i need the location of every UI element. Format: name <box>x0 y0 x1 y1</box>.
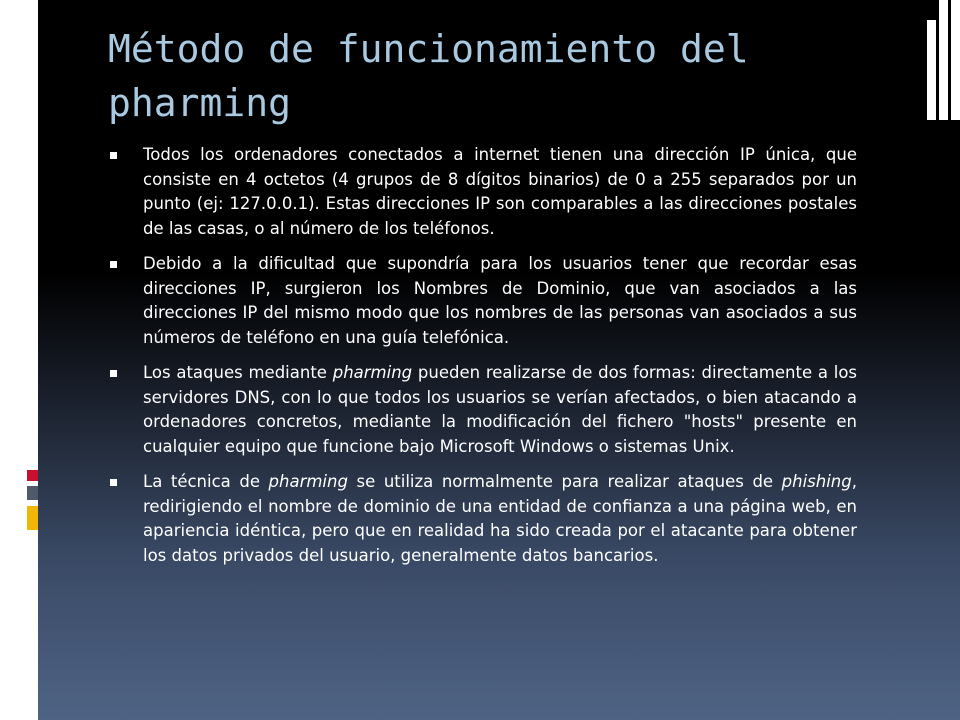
bullet-item <box>110 143 857 241</box>
bullet-text-italic: pharming <box>268 472 348 491</box>
bullet-item <box>110 470 857 568</box>
bullet-text-italic: pharming <box>332 363 413 382</box>
bullet-text-italic: phishing <box>781 472 852 491</box>
bullet-text: se utiliza normalmente para realizar ataques de <box>347 472 782 491</box>
bullet-text: Debido a la dificultad que supondría para los usuarios tener que recordar esas direcciones IP, surgieron los Nombres de Dominio, que van asociados a las direcciones IP del mismo modo que los nombres de las personas van asociados a sus números de teléfono en una guía telefónica. <box>143 254 857 347</box>
bullet-text: pueden realizarse de dos formas: directamente a los servidores DNS, con lo que todos los usuarios se verían afectados, o bien atacando a ordenadores concretos, mediante la modificación del fichero "hosts" presente en cualquier equipo que funcione bajo Microsoft Windows o sistemas Unix. <box>143 363 858 456</box>
bullet-text: La técnica de <box>143 472 269 491</box>
bullet-text: , redirigiendo el nombre de dominio de una entidad de confianza a una página web, en apariencia idéntica, pero que en realidad ha sido creada por el atacante para obtener los datos privados del usuario, generalmente datos bancarios. <box>143 472 857 565</box>
accent-gray-block <box>27 486 38 500</box>
bullet-text: Todos los ordenadores conectados a internet tienen una dirección IP única, que consiste en 4 octetos (4 grupos de 8 dígitos binarios) de 0 a 255 separados por un punto (ej: 127.0.0.1). Estas direcciones IP son comparables a las direcciones postales de las casas, o al número de los teléfonos. <box>143 145 857 238</box>
bullet-item <box>110 252 857 350</box>
accent-yellow-block <box>27 506 38 530</box>
accent-red-block <box>27 470 38 481</box>
bullet-item <box>110 361 857 459</box>
slide-title: Método de funcionamiento del pharming <box>108 27 749 125</box>
bullet-text: Los ataques mediante <box>143 363 333 382</box>
left-white-bar <box>0 0 38 720</box>
bullet-list <box>110 143 857 579</box>
